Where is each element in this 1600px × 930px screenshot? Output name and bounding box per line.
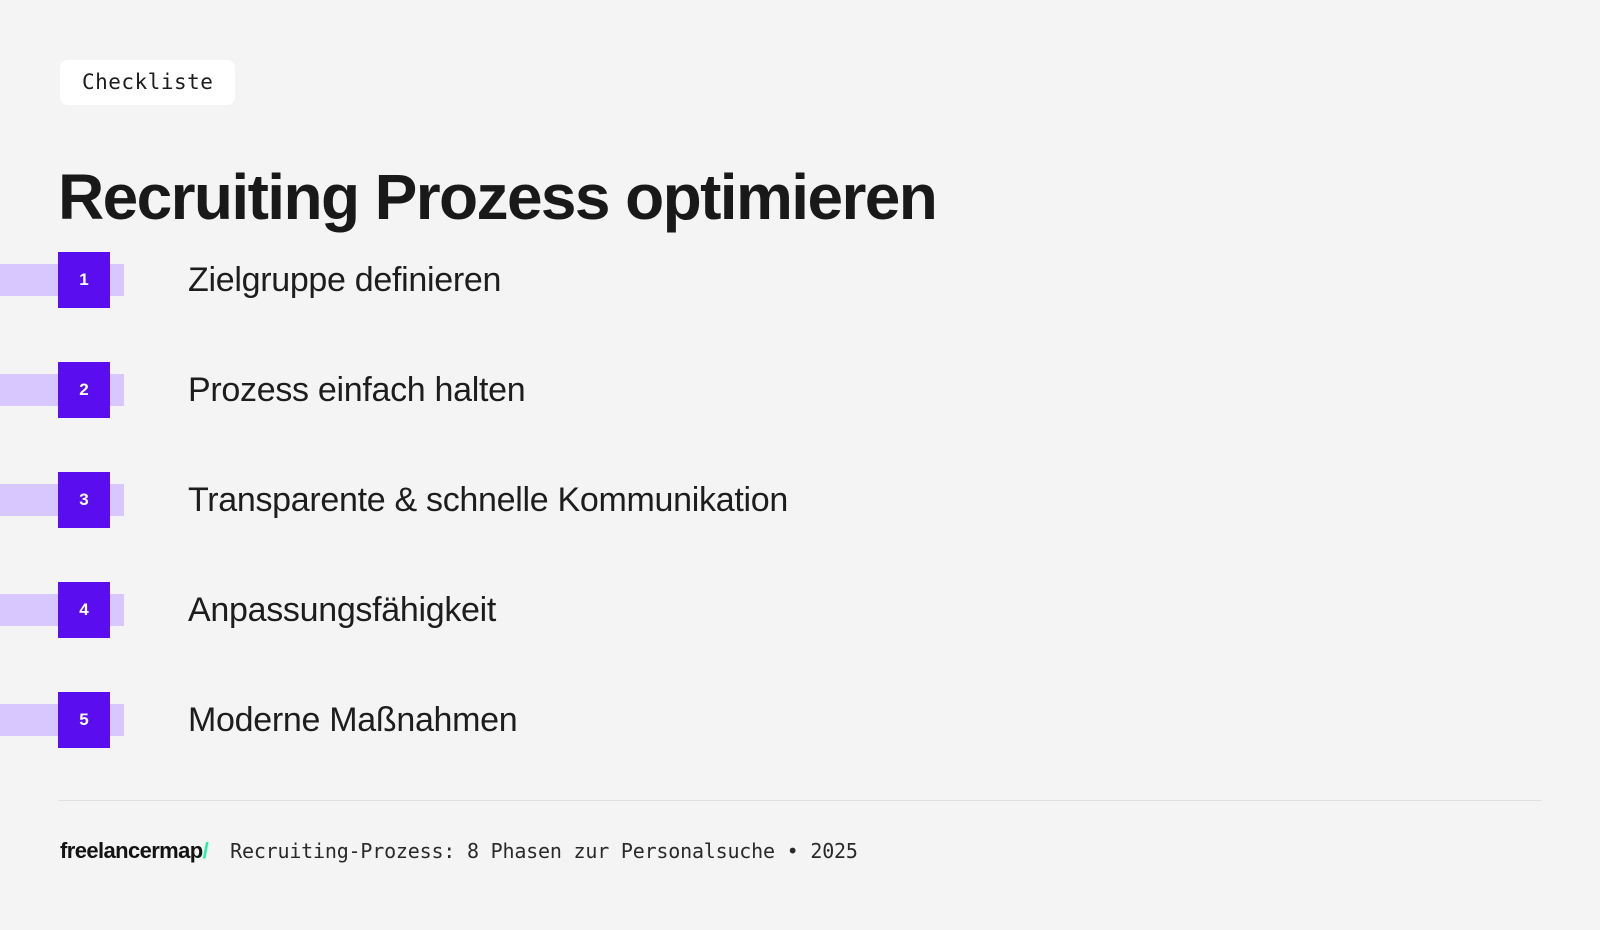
list-item-number: 4: [58, 582, 110, 638]
list-item: [0, 350, 1600, 460]
list-item-label: Prozess einfach halten: [188, 371, 526, 409]
footer: [60, 838, 858, 864]
list-item: [0, 680, 1600, 790]
list-item-label: Moderne Maßnahmen: [188, 701, 518, 739]
eyebrow-tag-label: Checkliste: [82, 70, 214, 94]
list-item-label: Anpassungsfähigkeit: [188, 591, 497, 629]
list-item-number: 5: [58, 692, 110, 748]
list-item-label: Zielgruppe definieren: [188, 261, 502, 299]
list-item-label: Transparente & schnelle Kommunikation: [188, 481, 788, 519]
eyebrow-tag: [60, 60, 235, 105]
list-item-number: 1: [58, 252, 110, 308]
list-item: [0, 240, 1600, 350]
list-item-number: 3: [58, 472, 110, 528]
brand-name: freelancermap: [60, 838, 203, 863]
list-item: [0, 570, 1600, 680]
brand-accent-slash: /: [202, 838, 209, 863]
list-item-number: 2: [58, 362, 110, 418]
page-title: Recruiting Prozess optimieren: [58, 160, 937, 233]
list-item: [0, 460, 1600, 570]
checklist: [0, 240, 1600, 790]
footer-caption: Recruiting-Prozess: 8 Phasen zur Personalsuche • 2025: [230, 839, 858, 863]
brand-logo: [60, 838, 208, 864]
footer-divider: [58, 800, 1542, 801]
